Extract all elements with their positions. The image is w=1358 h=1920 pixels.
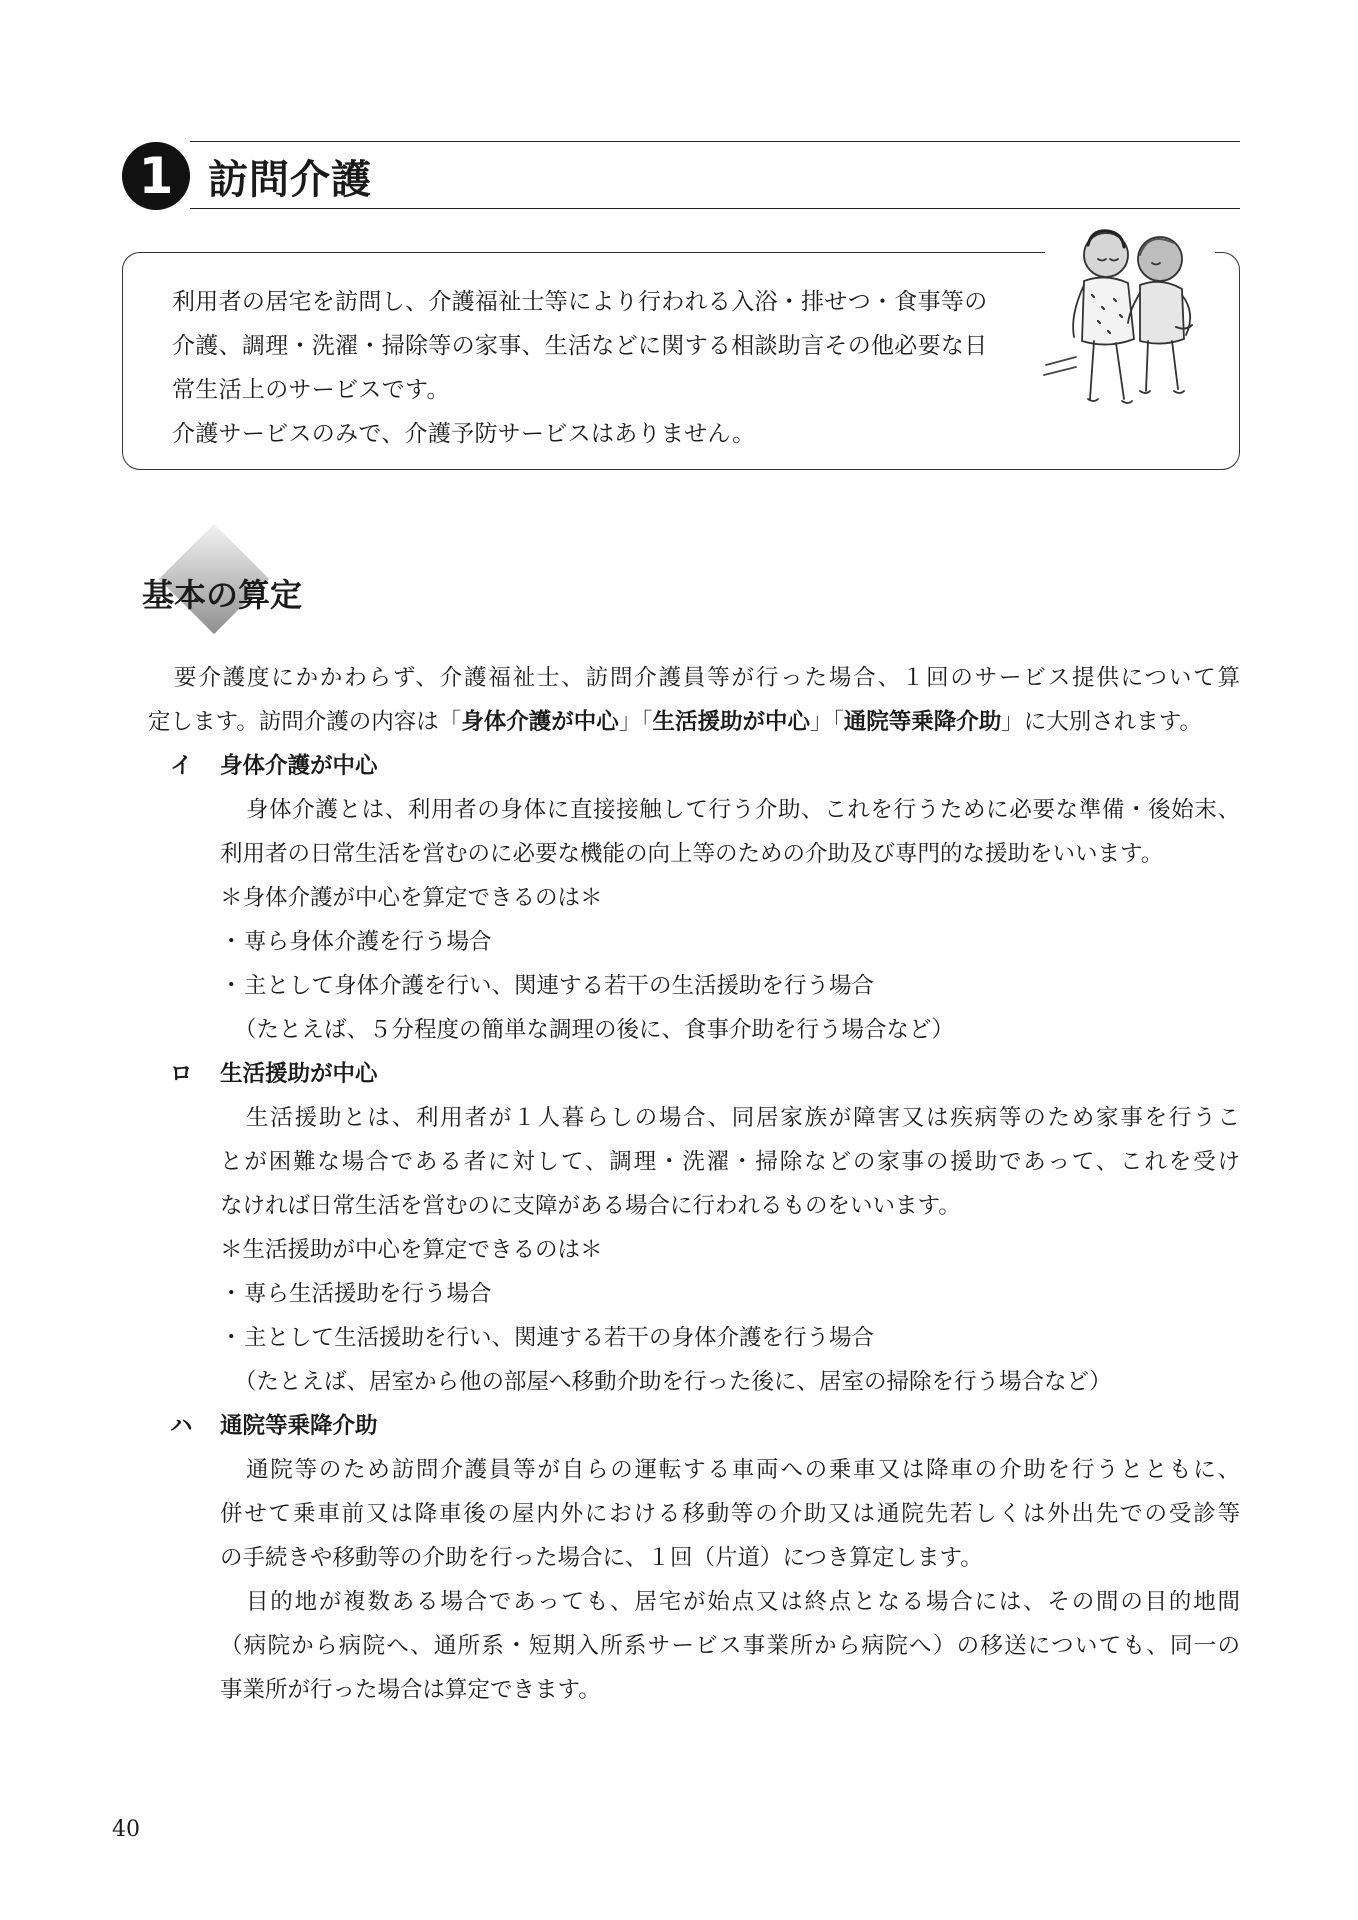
body-text-span: 定します。訪問介護の内容は「 xyxy=(148,709,462,735)
body-line xyxy=(148,832,1240,876)
body-text-span: 」「 xyxy=(810,709,844,735)
body-line xyxy=(148,1140,1240,1184)
bullet-mark: ・ xyxy=(220,929,243,955)
emphasis-living-support: 生活援助が中心 xyxy=(652,709,810,735)
chapter-number-badge: 1 xyxy=(122,142,190,210)
bullet-text: 主として身体介護を行い、関連する若干の生活援助を行う場合 xyxy=(244,973,875,999)
body-text-span: 身体介護とは、利用者の身体に直接接触して行う介助、これを行うために必要な準備・後始末、 xyxy=(246,797,1240,823)
subsection-heading-i xyxy=(148,744,1240,788)
body-line xyxy=(148,1536,1240,1580)
intro-line: 介護サービスのみで、介護予防サービスはありません。 xyxy=(172,421,756,447)
body-text-span: なければ日常生活を営むのに支障がある場合に行われるものをいいます。 xyxy=(220,1193,961,1219)
body-text-span: 目的地が複数ある場合であっても、居宅が始点又は終点となる場合には、その間の目的地間 xyxy=(246,1589,1240,1615)
body-line xyxy=(148,1096,1240,1140)
body-text-span: 」に大別されます。 xyxy=(1001,709,1202,735)
body-text-span: 事業所が行った場合は算定できます。 xyxy=(220,1677,601,1703)
intro-text xyxy=(172,280,1042,456)
body-line xyxy=(148,700,1240,744)
body-text-span: 要介護度にかかわらず、介護福祉士、訪問介護員等が行った場合、１回のサービス提供について算 xyxy=(174,665,1240,691)
body-text-span: 」「 xyxy=(618,709,653,735)
body-text xyxy=(148,656,1240,1712)
body-line xyxy=(148,1448,1240,1492)
bullet-mark: ・ xyxy=(220,1325,243,1351)
subsection-marker: ハ xyxy=(170,1413,193,1439)
header-rule-top xyxy=(190,141,1240,142)
body-text-span: 生活援助とは、利用者が１人暮らしの場合、同居家族が障害又は疾病等のため家事を行うこ xyxy=(246,1105,1240,1131)
example-line: （たとえば、居室から他の部屋へ移動介助を行った後に、居室の掃除を行う場合など） xyxy=(234,1369,1112,1395)
emphasis-physical-care: 身体介護が中心 xyxy=(461,709,619,735)
body-line xyxy=(148,1184,1240,1228)
subsection-heading-ro xyxy=(148,1052,1240,1096)
body-line xyxy=(148,1624,1240,1668)
intro-line: 利用者の居宅を訪問し、介護福祉士等により行われる入浴・排せつ・食事等の xyxy=(172,289,988,315)
bullet-item xyxy=(148,1272,1240,1316)
body-line xyxy=(148,1580,1240,1624)
bullet-mark: ・ xyxy=(220,973,243,999)
bullet-text: 専ら身体介護を行う場合 xyxy=(244,929,492,955)
body-text-span: とが困難な場合である者に対して、調理・洗濯・掃除などの家事の援助であって、これを受け xyxy=(220,1149,1240,1175)
body-text-span: 併せて乗車前又は降車後の屋内外における移動等の介助又は通院先若しくは外出先での受診等 xyxy=(220,1501,1240,1527)
bullet-item xyxy=(148,964,1240,1008)
intro-line: 常生活上のサービスです。 xyxy=(172,377,450,403)
body-line xyxy=(148,1492,1240,1536)
caregiver-illustration xyxy=(1040,215,1215,415)
header-rule-bottom xyxy=(190,208,1240,209)
body-line xyxy=(148,788,1240,832)
section-title: 基本の算定 xyxy=(142,576,303,614)
bullet-item xyxy=(148,1316,1240,1360)
chapter-title: 訪問介護 xyxy=(208,157,372,203)
example-line: （たとえば、５分程度の簡単な調理の後に、食事介助を行う場合など） xyxy=(234,1017,955,1043)
body-text-span: 利用者の日常生活を営むのに必要な機能の向上等のための介助及び専門的な援助をいいます。 xyxy=(220,841,1164,867)
body-text-span: の手続きや移動等の介助を行った場合に、１回（片道）につき算定します。 xyxy=(220,1545,983,1571)
emphasis-transport-assist: 通院等乗降介助 xyxy=(843,709,1002,735)
intro-line: 介護、調理・洗濯・掃除等の家事、生活などに関する相談助言その他必要な日 xyxy=(172,333,988,359)
page-number: 40 xyxy=(112,1817,140,1842)
subsection-title: 身体介護が中心 xyxy=(220,753,378,779)
subsection-marker: イ xyxy=(170,753,193,779)
bullet-item xyxy=(148,920,1240,964)
subsection-title: 通院等乗降介助 xyxy=(220,1413,378,1439)
subsection-title: 生活援助が中心 xyxy=(220,1061,378,1087)
subsection-heading-ha xyxy=(148,1404,1240,1448)
body-line xyxy=(148,1668,1240,1712)
bullet-mark: ・ xyxy=(220,1281,243,1307)
body-text-span: （病院から病院へ、通所系・短期入所系サービス事業所から病院へ）の移送についても、同一の xyxy=(220,1633,1240,1659)
bullet-text: 専ら生活援助を行う場合 xyxy=(244,1281,492,1307)
bullet-text: 主として生活援助を行い、関連する若干の身体介護を行う場合 xyxy=(244,1325,875,1351)
body-line xyxy=(148,656,1240,700)
note-line: ＊身体介護が中心を算定できるのは＊ xyxy=(220,885,603,911)
note-line: ＊生活援助が中心を算定できるのは＊ xyxy=(220,1237,603,1263)
subsection-marker: ロ xyxy=(170,1061,193,1087)
body-text-span: 通院等のため訪問介護員等が自らの運転する車両への乗車又は降車の介助を行うとともに、 xyxy=(246,1457,1240,1483)
